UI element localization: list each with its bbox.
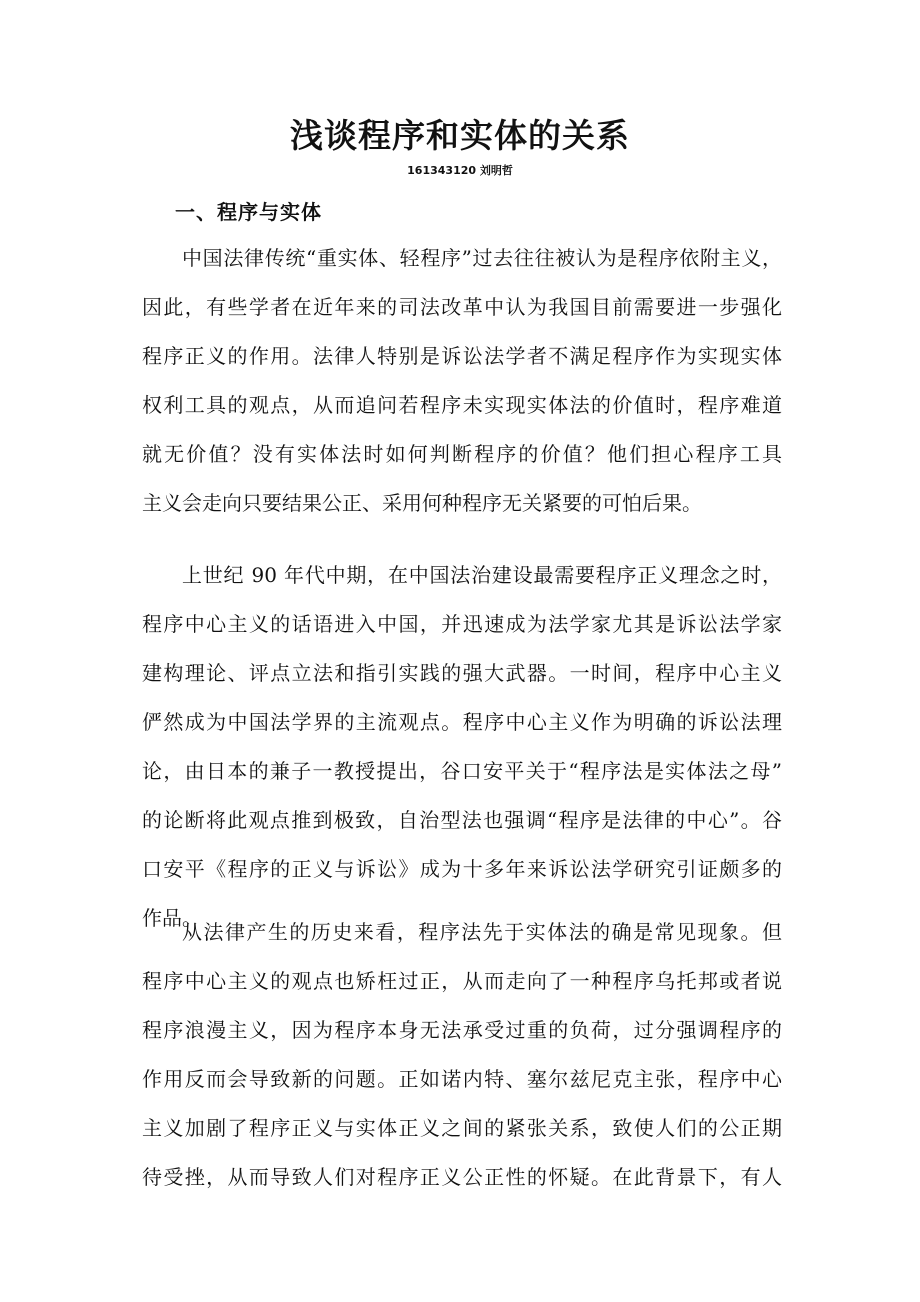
paragraph-line: 程序中心主义的观点也矫枉过正，从而走向了一种程序乌托邦或者说 [142, 969, 782, 993]
paragraph-line: 中国法律传统“重实体、轻程序”过去往往被认为是程序依附主义， [182, 246, 782, 270]
document-title: 浅谈程序和实体的关系 [290, 116, 630, 155]
paragraph-line: 权利工具的观点，从而追问若程序未实现实体法的价值时，程序难道 [142, 393, 782, 417]
paragraph-line: 主义会走向只要结果公正、采用何种程序无关紧要的可怕后果。 [142, 491, 702, 515]
paragraph-line: 程序浪漫主义，因为程序本身无法承受过重的负荷，过分强调程序的 [142, 1018, 782, 1042]
paragraph-line: 从法律产生的历史来看，程序法先于实体法的确是常见现象。但 [182, 920, 782, 944]
paragraph-3 [142, 908, 782, 1202]
paragraph-line: 程序正义的作用。法律人特别是诉讼法学者不满足程序作为实现实体 [142, 344, 782, 368]
paragraph-line: 因此，有些学者在近年来的司法改革中认为我国目前需要进一步强化 [142, 295, 782, 319]
paragraph-line: 的论断将此观点推到极致，自治型法也强调“程序是法律的中心”。谷 [142, 808, 782, 832]
paragraph-line: 程序中心主义的话语进入中国，并迅速成为法学家尤其是诉讼法学家 [142, 612, 782, 636]
paragraph-line: 待受挫，从而导致人们对程序正义公正性的怀疑。在此背景下，有人 [142, 1165, 782, 1189]
section-heading: 一、程序与实体 [175, 200, 322, 224]
paragraph-line: 俨然成为中国法学界的主流观点。程序中心主义作为明确的诉讼法理 [142, 710, 782, 734]
paragraph-line: 作品。 [142, 906, 202, 930]
paragraph-line: 建构理论、评点立法和指引实践的强大武器。一时间，程序中心主义 [142, 661, 782, 685]
paragraph-2 [142, 551, 782, 943]
paragraph-line: 上世纪 90 年代中期，在中国法治建设最需要程序正义理念之时， [182, 563, 782, 587]
paragraph-line: 主义加剧了程序正义与实体正义之间的紧张关系，致使人们的公正期 [142, 1116, 782, 1140]
paragraph-line: 论，由日本的兼子一教授提出，谷口安平关于“程序法是实体法之母” [142, 759, 782, 783]
paragraph-1 [142, 234, 782, 528]
paragraph-line: 作用反而会导致新的问题。正如诺内特、塞尔兹尼克主张，程序中心 [142, 1067, 782, 1091]
paragraph-line: 口安平《程序的正义与诉讼》成为十多年来诉讼法学研究引证颇多的 [142, 857, 782, 881]
paragraph-line: 就无价值？没有实体法时如何判断程序的价值？他们担心程序工具 [142, 442, 782, 466]
author-byline: 161343120 刘明哲 [407, 164, 513, 177]
